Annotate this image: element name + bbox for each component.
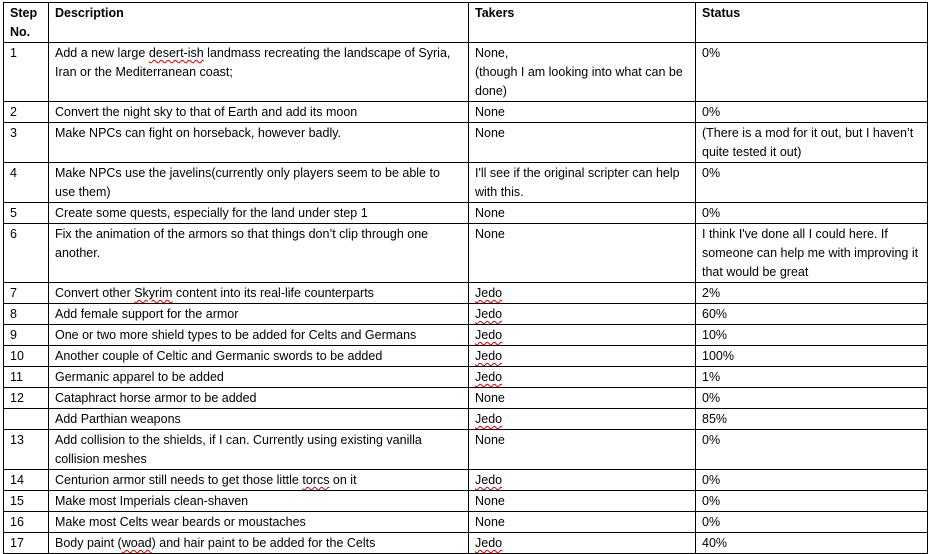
spellcheck-flag: Jedo bbox=[475, 328, 503, 342]
cell-description: Add female support for the armor bbox=[49, 304, 469, 325]
cell-step: 1 bbox=[4, 43, 49, 102]
table-row bbox=[4, 409, 928, 430]
cell-description: Create some quests, especially for the land under step 1 bbox=[49, 203, 469, 224]
cell-step: 16 bbox=[4, 512, 49, 533]
cell-takers: None bbox=[469, 491, 696, 512]
table-row bbox=[4, 512, 928, 533]
cell-status: 0% bbox=[696, 43, 928, 102]
cell-status: 0% bbox=[696, 388, 928, 409]
cell-takers bbox=[469, 367, 696, 388]
cell-takers: None bbox=[469, 203, 696, 224]
cell-takers: None bbox=[469, 388, 696, 409]
cell-step: 2 bbox=[4, 102, 49, 123]
spellcheck-flag: Jedo bbox=[475, 412, 503, 426]
header-status: Status bbox=[696, 3, 928, 43]
table-row bbox=[4, 491, 928, 512]
cell-status: 40% bbox=[696, 533, 928, 554]
cell-status: 0% bbox=[696, 491, 928, 512]
cell-description: Make NPCs use the javelins(currently only players seem to be able to use them) bbox=[49, 163, 469, 203]
cell-step: 8 bbox=[4, 304, 49, 325]
cell-status: 0% bbox=[696, 512, 928, 533]
cell-status: 2% bbox=[696, 283, 928, 304]
cell-description: Fix the animation of the armors so that things don’t clip through one another. bbox=[49, 224, 469, 283]
spellcheck-flag: torcs bbox=[302, 473, 330, 487]
task-table bbox=[3, 2, 928, 554]
spellcheck-flag: Jedo bbox=[475, 370, 503, 384]
cell-description: Convert other Skyrim content into its real-life counterparts bbox=[49, 283, 469, 304]
cell-step: 12 bbox=[4, 388, 49, 409]
cell-description: Germanic apparel to be added bbox=[49, 367, 469, 388]
header-takers: Takers bbox=[469, 3, 696, 43]
cell-takers bbox=[469, 346, 696, 367]
table-row bbox=[4, 163, 928, 203]
cell-step bbox=[4, 409, 49, 430]
table-row bbox=[4, 283, 928, 304]
table-row bbox=[4, 43, 928, 102]
spellcheck-flag: Jedo bbox=[475, 536, 503, 550]
cell-step: 5 bbox=[4, 203, 49, 224]
cell-takers: None bbox=[469, 430, 696, 470]
table-row bbox=[4, 304, 928, 325]
cell-takers: None, (though I am looking into what can be done) bbox=[469, 43, 696, 102]
cell-step: 10 bbox=[4, 346, 49, 367]
cell-description: Convert the night sky to that of Earth and add its moon bbox=[49, 102, 469, 123]
cell-status: 0% bbox=[696, 203, 928, 224]
table-row bbox=[4, 470, 928, 491]
spellcheck-flag: Jedo bbox=[475, 307, 503, 321]
table-row bbox=[4, 123, 928, 163]
spellcheck-flag: desert-ish bbox=[148, 46, 204, 60]
header-description: Description bbox=[49, 3, 469, 43]
table-row bbox=[4, 388, 928, 409]
cell-step: 3 bbox=[4, 123, 49, 163]
spellcheck-flag: Skyrim bbox=[134, 286, 173, 300]
cell-step: 7 bbox=[4, 283, 49, 304]
cell-status: (There is a mod for it out, but I haven’t quite tested it out) bbox=[696, 123, 928, 163]
cell-description: Centurion armor still needs to get those little torcs on it bbox=[49, 470, 469, 491]
table-row bbox=[4, 102, 928, 123]
cell-takers: None bbox=[469, 102, 696, 123]
table-row bbox=[4, 325, 928, 346]
cell-description: Make NPCs can fight on horseback, however badly. bbox=[49, 123, 469, 163]
cell-takers: None bbox=[469, 224, 696, 283]
cell-description: Add a new large desert-ish landmass recreating the landscape of Syria, Iran or the Mediterranean coast; bbox=[49, 43, 469, 102]
cell-status: 0% bbox=[696, 102, 928, 123]
cell-takers bbox=[469, 325, 696, 346]
cell-description: Add Parthian weapons bbox=[49, 409, 469, 430]
cell-status: 85% bbox=[696, 409, 928, 430]
cell-takers bbox=[469, 304, 696, 325]
cell-takers bbox=[469, 533, 696, 554]
cell-description: Body paint (woad) and hair paint to be added for the Celts bbox=[49, 533, 469, 554]
table-row bbox=[4, 533, 928, 554]
cell-description: One or two more shield types to be added for Celts and Germans bbox=[49, 325, 469, 346]
cell-description: Another couple of Celtic and Germanic swords to be added bbox=[49, 346, 469, 367]
spellcheck-flag: Jedo bbox=[475, 286, 503, 300]
cell-takers: None bbox=[469, 123, 696, 163]
cell-takers bbox=[469, 470, 696, 491]
cell-status: 10% bbox=[696, 325, 928, 346]
cell-status: 0% bbox=[696, 163, 928, 203]
cell-description: Cataphract horse armor to be added bbox=[49, 388, 469, 409]
table-row bbox=[4, 203, 928, 224]
cell-takers bbox=[469, 409, 696, 430]
cell-step: 13 bbox=[4, 430, 49, 470]
cell-description: Make most Celts wear beards or moustaches bbox=[49, 512, 469, 533]
cell-step: 6 bbox=[4, 224, 49, 283]
cell-step: 9 bbox=[4, 325, 49, 346]
header-step: Step No. bbox=[4, 3, 49, 43]
spellcheck-flag: Jedo bbox=[475, 349, 503, 363]
cell-status: 0% bbox=[696, 430, 928, 470]
cell-description: Add collision to the shields, if I can. Currently using existing vanilla collision meshes bbox=[49, 430, 469, 470]
cell-step: 17 bbox=[4, 533, 49, 554]
cell-status: 60% bbox=[696, 304, 928, 325]
spellcheck-flag: woad bbox=[121, 536, 152, 550]
cell-step: 15 bbox=[4, 491, 49, 512]
cell-takers: None bbox=[469, 512, 696, 533]
table-row bbox=[4, 430, 928, 470]
table-row bbox=[4, 367, 928, 388]
cell-takers: I'll see if the original scripter can help with this. bbox=[469, 163, 696, 203]
cell-status: 0% bbox=[696, 470, 928, 491]
cell-step: 14 bbox=[4, 470, 49, 491]
table-row bbox=[4, 224, 928, 283]
cell-description: Make most Imperials clean-shaven bbox=[49, 491, 469, 512]
cell-status: I think I've done all I could here. If someone can help me with improving it that would be great bbox=[696, 224, 928, 283]
cell-status: 1% bbox=[696, 367, 928, 388]
table-row bbox=[4, 346, 928, 367]
spellcheck-flag: Jedo bbox=[475, 473, 503, 487]
header-row bbox=[4, 3, 928, 43]
cell-step: 4 bbox=[4, 163, 49, 203]
cell-step: 11 bbox=[4, 367, 49, 388]
cell-status: 100% bbox=[696, 346, 928, 367]
cell-takers bbox=[469, 283, 696, 304]
